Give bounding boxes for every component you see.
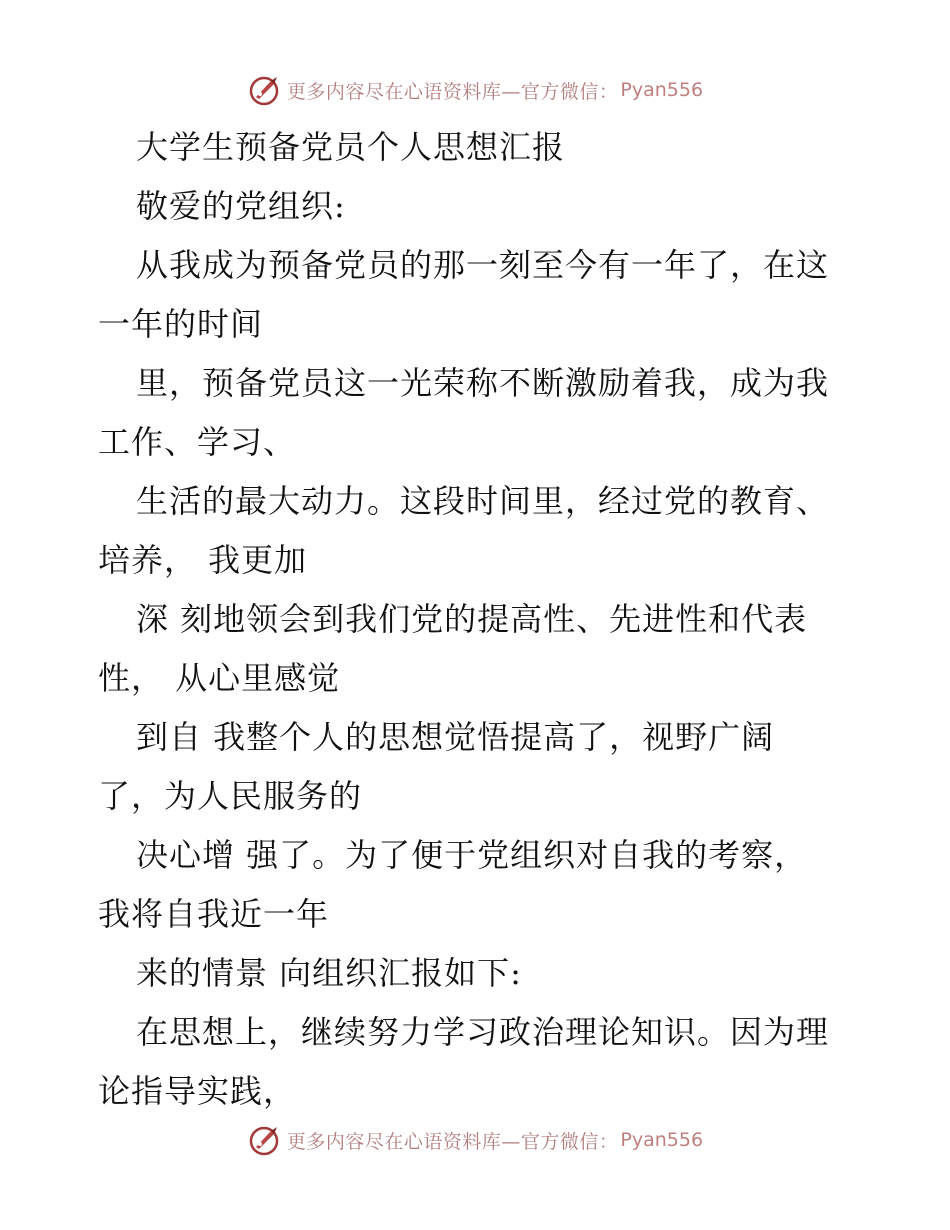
salutation: 敬爱的党组织: (136, 187, 346, 225)
text-line: 里，预备党员这一光荣称不断激励着我，成为我 (136, 364, 830, 402)
header-banner-text: 更多内容尽在心语资料库—官方微信： (286, 80, 619, 103)
footer-watermark (0, 1120, 950, 1160)
text-line: 论指导实践， (98, 1072, 297, 1110)
text-line: 在思想上，继续努力学习政治理论知识。因为理 (136, 1013, 830, 1051)
text-line: 一年的时间 (98, 305, 264, 343)
text-line: 从我成为预备党员的那一刻至今有一年了，在这 (136, 246, 830, 284)
text-line: 了，为人民服务的 (98, 777, 363, 815)
text-line: 我将自我近一年 (98, 895, 330, 933)
text-line: 到自 我整个人的思想觉悟提高了，视野广阔 (136, 718, 775, 756)
text-line: 培养， 我更加 (98, 541, 308, 579)
text-line: 性， 从心里感觉 (98, 659, 341, 697)
footer-banner-text: 更多内容尽在心语资料库—官方微信： (286, 1130, 619, 1153)
text-line: 来的情景 向组织汇报如下: (136, 954, 522, 992)
text-line: 决心增 强了。为了便于党组织对自我的考察， (136, 836, 808, 874)
footer-wechat-handle: Pyan556 (620, 1129, 704, 1151)
text-line: 深 刻地领会到我们党的提高性、先进性和代表 (136, 600, 808, 638)
document-title: 大学生预备党员个人思想汇报 (136, 128, 566, 166)
document-body (98, 118, 868, 1121)
header-wechat-handle: Pyan556 (620, 79, 704, 101)
quill-logo-icon (247, 1123, 281, 1157)
text-line: 生活的最大动力。这段时间里，经过党的教育、 (136, 482, 830, 520)
header-watermark (0, 70, 950, 110)
quill-logo-icon (247, 73, 281, 107)
text-line: 工作、学习、 (98, 423, 297, 461)
